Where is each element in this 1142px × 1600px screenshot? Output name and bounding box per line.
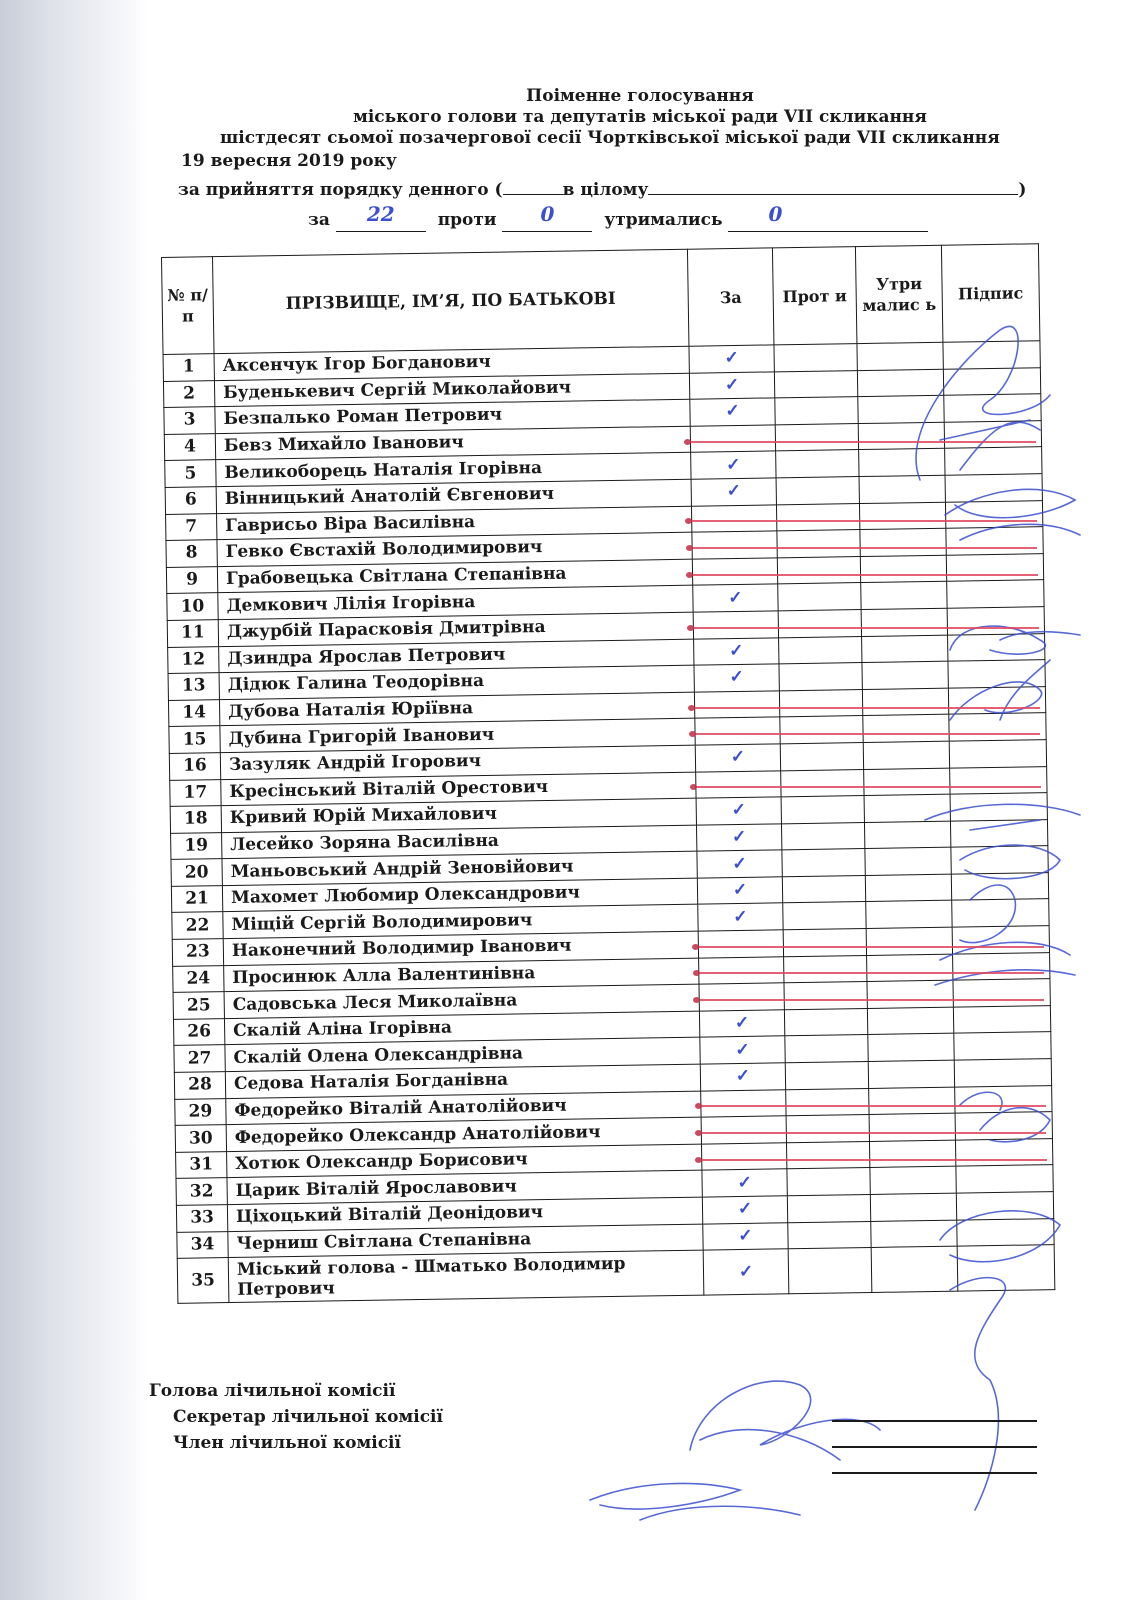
signature-cell <box>947 580 1044 608</box>
vote-against-cell <box>776 450 859 478</box>
vote-against-cell <box>783 929 866 957</box>
signature-cell <box>955 1138 1052 1166</box>
vote-abstain-cell <box>870 1167 956 1195</box>
vote-abstain-cell <box>867 1007 953 1035</box>
vote-against-cell <box>776 503 859 531</box>
commission-signature-2 <box>590 1483 800 1520</box>
vote-against-cell <box>780 742 863 770</box>
vote-for-cell: ✓ <box>696 797 781 825</box>
vote-for-cell: ✓ <box>698 903 783 931</box>
vote-against-cell <box>786 1141 869 1169</box>
vote-against-cell <box>782 875 865 903</box>
row-number: 9 <box>166 566 217 593</box>
vote-for-cell <box>701 1116 786 1144</box>
vote-abstain-cell <box>857 369 943 397</box>
roll-call-table <box>161 243 1055 1304</box>
count-abstain-handwritten: 0 <box>768 202 783 226</box>
row-number: 12 <box>168 646 219 673</box>
vote-abstain-cell <box>859 449 945 477</box>
motion-suffix: ) <box>1018 180 1027 200</box>
absent-strike-line <box>693 733 1040 735</box>
vote-abstain-cell <box>859 502 945 530</box>
vote-abstain-cell <box>868 1034 954 1062</box>
vote-for-cell: ✓ <box>696 824 781 852</box>
vote-for-cell <box>692 558 777 586</box>
signature-cell <box>954 1032 1051 1060</box>
vote-for-cell <box>694 691 779 719</box>
vote-for-cell: ✓ <box>699 1010 784 1038</box>
signature-cell <box>955 1085 1052 1113</box>
count-against-handwritten: 0 <box>540 202 555 226</box>
row-number: 22 <box>172 912 223 939</box>
absent-strike-line <box>697 972 1044 974</box>
vote-against-cell <box>781 796 864 824</box>
row-number: 1 <box>163 354 214 381</box>
absent-strike-line <box>690 574 1037 576</box>
signature-cell <box>947 607 1044 635</box>
row-number: 30 <box>175 1125 226 1152</box>
vote-for-cell: ✓ <box>689 345 774 373</box>
vote-against-cell <box>778 583 861 611</box>
member-name: Кресінський Віталій Орестович <box>221 772 696 806</box>
vote-against-cell <box>779 689 862 717</box>
table-header-row <box>162 244 1040 355</box>
vote-against-cell <box>775 397 858 425</box>
row-number: 26 <box>173 1018 224 1045</box>
row-number: 16 <box>169 753 220 780</box>
document-title: Поіменне голосування <box>526 86 754 106</box>
vote-for-cell <box>693 611 778 639</box>
signature-cell <box>953 952 1050 980</box>
vote-for-cell <box>701 1089 786 1117</box>
signature-cell <box>949 713 1046 741</box>
row-number: 8 <box>166 540 217 567</box>
vote-abstain-cell <box>861 582 947 610</box>
absent-strike-line <box>692 707 1039 709</box>
member-name: Дзиндра Ярослав Петрович <box>219 639 694 673</box>
count-for-label: за <box>308 210 330 230</box>
vote-abstain-cell <box>863 741 949 769</box>
commission-secretary-label: Секретар лічильної комісії <box>173 1407 443 1427</box>
row-number: 5 <box>165 460 216 487</box>
vote-against-cell <box>786 1115 869 1143</box>
row-number: 10 <box>167 593 218 620</box>
vote-against-cell <box>776 477 859 505</box>
vote-abstain-cell <box>870 1193 956 1221</box>
signature-cell <box>953 1005 1050 1033</box>
absent-strike-line <box>691 627 1038 629</box>
member-name: Хотюк Олександр Борисович <box>227 1144 702 1178</box>
motion-mid: в цілому <box>562 180 649 200</box>
vote-for-cell <box>695 717 780 745</box>
signature-cell <box>951 846 1048 874</box>
col-number: № п/п <box>162 257 215 355</box>
row-number: 21 <box>171 885 222 912</box>
absent-strike-line <box>697 999 1044 1001</box>
vote-for-cell: ✓ <box>703 1249 789 1295</box>
member-name: Буденькевич Сергій Миколайович <box>214 373 689 407</box>
vote-abstain-cell <box>866 927 952 955</box>
row-number: 4 <box>164 433 215 460</box>
vote-abstain-cell <box>867 980 953 1008</box>
signature-cell <box>956 1192 1053 1220</box>
vote-for-cell: ✓ <box>691 478 776 506</box>
signature-cell <box>945 500 1042 528</box>
vote-for-cell: ✓ <box>691 451 776 479</box>
document-subtitle-2: шістдесят сьомої позачергової сесії Чортківської міської ради VII скликання <box>220 128 1000 148</box>
vote-against-cell <box>774 344 857 372</box>
vote-for-cell: ✓ <box>697 850 782 878</box>
row-number: 25 <box>173 992 224 1019</box>
absent-strike-line <box>688 441 1035 443</box>
vote-for-cell <box>691 504 776 532</box>
member-name: Гевко Євстахій Володимирович <box>217 532 692 566</box>
row-number: 34 <box>177 1231 228 1258</box>
count-for-handwritten: 22 <box>366 202 395 226</box>
vote-abstain-cell <box>858 422 944 450</box>
vote-for-cell: ✓ <box>697 877 782 905</box>
signature-cell <box>948 633 1045 661</box>
signature-cell <box>949 740 1046 768</box>
signature-cell <box>951 873 1048 901</box>
signature-cell <box>950 766 1047 794</box>
vote-abstain-cell <box>864 768 950 796</box>
absent-strike-line <box>699 1159 1046 1161</box>
vote-for-cell: ✓ <box>689 371 774 399</box>
col-for: За <box>687 248 774 346</box>
vote-abstain-cell <box>858 395 944 423</box>
commission-member-label: Член лічильної комісії <box>173 1433 401 1453</box>
vote-abstain-cell <box>864 821 950 849</box>
vote-abstain-cell <box>866 901 952 929</box>
signature-cell <box>956 1165 1053 1193</box>
vote-abstain-cell <box>865 874 951 902</box>
row-number: 15 <box>169 726 220 753</box>
member-name: Скалій Олена Олександрівна <box>225 1038 700 1072</box>
vote-for-cell: ✓ <box>700 1063 785 1091</box>
vote-abstain-cell <box>871 1220 957 1248</box>
vote-against-cell <box>775 423 858 451</box>
vote-for-cell: ✓ <box>700 1036 785 1064</box>
member-name: Наконечний Володимир Іванович <box>223 931 698 965</box>
vote-abstain-cell <box>862 688 948 716</box>
vote-for-cell: ✓ <box>694 637 779 665</box>
vote-against-cell <box>777 556 860 584</box>
row-number: 24 <box>173 965 224 992</box>
vote-against-cell <box>788 1248 872 1294</box>
absent-strike-line <box>699 1132 1046 1134</box>
row-number: 20 <box>171 859 222 886</box>
member-name: Міський голова - Шматько Володимир Петрович <box>228 1250 704 1302</box>
vote-abstain-cell <box>868 1060 954 1088</box>
vote-against-cell <box>788 1221 871 1249</box>
member-name: Маньовський Андрій Зеновійович <box>222 851 697 885</box>
row-number: 14 <box>168 699 219 726</box>
member-name: Федорейко Віталій Анатолійович <box>226 1091 701 1125</box>
member-name: Аксенчук Ігор Богданович <box>214 346 689 380</box>
vote-abstain-cell <box>863 714 949 742</box>
vote-against-cell <box>784 982 867 1010</box>
chair-signature-line <box>832 1420 1037 1422</box>
vote-count-line <box>308 202 928 232</box>
vote-abstain-cell <box>862 635 948 663</box>
vote-abstain-cell <box>865 847 951 875</box>
scan-shadow-edge <box>0 0 150 1600</box>
signature-cell <box>952 899 1049 927</box>
vote-for-cell <box>690 425 775 453</box>
row-number: 2 <box>163 380 214 407</box>
member-name: Великоборець Наталія Ігорівна <box>216 453 691 487</box>
absent-strike-line <box>694 786 1041 788</box>
col-against: Прот и <box>772 247 857 345</box>
document-subtitle-1: міського голови та депутатів міської ради VII скликання <box>353 107 927 127</box>
vote-against-cell <box>779 636 862 664</box>
absent-strike-line <box>689 520 1036 522</box>
signature-cell <box>957 1218 1054 1246</box>
row-number: 32 <box>176 1178 227 1205</box>
row-number: 31 <box>176 1151 227 1178</box>
member-name: Дубова Наталія Юріївна <box>219 692 694 726</box>
signature-cell <box>953 979 1050 1007</box>
member-name: Зазуляк Андрій Ігорович <box>220 745 695 779</box>
absent-strike-line <box>699 1105 1046 1107</box>
vote-against-cell <box>782 849 865 877</box>
member-name: Черниш Світлана Степанівна <box>228 1224 703 1258</box>
member-name: Бевз Михайло Іванович <box>215 426 690 460</box>
signature-cell <box>952 926 1049 954</box>
row-number: 29 <box>175 1098 226 1125</box>
col-signature: Підпис <box>941 244 1040 343</box>
col-abstain: Утри малис ь <box>855 245 943 343</box>
vote-for-cell <box>699 956 784 984</box>
vote-for-cell: ✓ <box>702 1196 787 1224</box>
vote-against-cell <box>783 902 866 930</box>
vote-abstain-cell <box>861 608 947 636</box>
vote-abstain-cell <box>860 555 946 583</box>
member-name: Демкович Лілія Ігорівна <box>218 586 693 620</box>
signature-cell <box>954 1059 1051 1087</box>
vote-abstain-cell <box>862 661 948 689</box>
vote-for-cell <box>692 531 777 559</box>
member-name: Кривий Юрій Михайлович <box>221 798 696 832</box>
signature-cell <box>950 819 1047 847</box>
vote-abstain-cell <box>869 1140 955 1168</box>
vote-for-cell: ✓ <box>694 664 779 692</box>
member-name: Дідюк Галина Теодорівна <box>219 665 694 699</box>
vote-against-cell <box>785 1035 868 1063</box>
row-number: 3 <box>164 407 215 434</box>
vote-abstain-cell <box>867 954 953 982</box>
member-name: Седова Наталія Богданівна <box>225 1064 700 1098</box>
member-name: Царик Віталій Ярославович <box>227 1171 702 1205</box>
count-abstain-label: утримались <box>604 210 723 230</box>
row-number: 19 <box>171 832 222 859</box>
session-date: 19 вересня 2019 року <box>181 151 397 171</box>
row-number: 27 <box>174 1045 225 1072</box>
vote-against-cell <box>787 1194 870 1222</box>
vote-for-cell: ✓ <box>690 398 775 426</box>
signature-cell <box>945 474 1042 502</box>
signature-cell <box>945 447 1042 475</box>
vote-abstain-cell <box>857 342 943 370</box>
vote-for-cell: ✓ <box>703 1222 788 1250</box>
member-name: Махомет Любомир Олександрович <box>222 878 697 912</box>
vote-for-cell: ✓ <box>695 744 780 772</box>
vote-abstain-cell <box>869 1113 955 1141</box>
signature-cell <box>948 686 1045 714</box>
absent-strike-line <box>696 946 1043 948</box>
motion-line <box>178 180 1026 201</box>
member-name: Лесейко Зоряна Василівна <box>222 825 697 859</box>
commission-chair-label: Голова лічильної комісії <box>149 1381 396 1401</box>
signature-cell <box>950 793 1047 821</box>
vote-abstain-cell <box>869 1087 955 1115</box>
motion-prefix: за прийняття порядку денного ( <box>178 180 503 200</box>
member-name: Дубина Григорій Іванович <box>220 718 695 752</box>
signature-cell <box>946 527 1043 555</box>
member-name: Безпалько Роман Петрович <box>215 399 690 433</box>
member-name: Джурбій Парасковія Дмитрівна <box>218 612 693 646</box>
member-name: Просинюк Алла Валентинівна <box>224 958 699 992</box>
signature-cell <box>944 420 1041 448</box>
row-number: 28 <box>174 1072 225 1099</box>
member-name: Ціхоцький Віталій Деонідович <box>227 1197 702 1231</box>
row-number: 18 <box>170 806 221 833</box>
vote-for-cell <box>699 983 784 1011</box>
vote-against-cell <box>774 370 857 398</box>
vote-against-cell <box>786 1088 869 1116</box>
member-name: Гаврисьо Віра Василівна <box>217 506 692 540</box>
vote-for-cell <box>698 930 783 958</box>
signature-cell <box>955 1112 1052 1140</box>
member-signature-line <box>832 1472 1037 1474</box>
vote-against-cell <box>779 663 862 691</box>
row-number: 17 <box>170 779 221 806</box>
vote-against-cell <box>778 609 861 637</box>
member-name: Вінницький Анатолій Євгенович <box>216 479 691 513</box>
vote-against-cell <box>784 1008 867 1036</box>
signature-cell <box>943 341 1040 369</box>
member-name: Федорейко Олександр Анатолійович <box>226 1117 701 1151</box>
signature-cell <box>943 367 1040 395</box>
signature-cell <box>948 660 1045 688</box>
absent-strike-line <box>690 547 1037 549</box>
member-name: Міщій Сергій Володимирович <box>223 905 698 939</box>
count-against-label: проти <box>437 210 497 230</box>
vote-abstain-cell <box>859 475 945 503</box>
vote-for-cell: ✓ <box>702 1169 787 1197</box>
row-number: 13 <box>168 673 219 700</box>
vote-against-cell <box>777 530 860 558</box>
vote-against-cell <box>781 769 864 797</box>
row-number: 6 <box>165 487 216 514</box>
vote-against-cell <box>781 822 864 850</box>
row-number: 35 <box>177 1258 229 1304</box>
row-number: 11 <box>167 620 218 647</box>
signature-cell <box>957 1245 1055 1292</box>
vote-abstain-cell <box>860 528 946 556</box>
vote-for-cell <box>701 1143 786 1171</box>
row-number: 7 <box>166 513 217 540</box>
signature-cell <box>946 553 1043 581</box>
col-name: ПРІЗВИЩЕ, ІМ’Я, ПО БАТЬКОВІ <box>213 249 689 353</box>
row-number: 33 <box>176 1205 227 1232</box>
vote-against-cell <box>784 955 867 983</box>
vote-abstain-cell <box>864 794 950 822</box>
vote-for-cell <box>696 770 781 798</box>
vote-for-cell: ✓ <box>693 584 778 612</box>
vote-against-cell <box>787 1168 870 1196</box>
vote-against-cell <box>780 716 863 744</box>
row-number: 23 <box>172 939 223 966</box>
member-name: Скалій Аліна Ігорівна <box>224 1011 699 1045</box>
member-name: Садовська Леся Миколаївна <box>224 984 699 1018</box>
secretary-signature-line <box>832 1446 1037 1448</box>
member-name: Грабовецька Світлана Степанівна <box>217 559 692 593</box>
vote-against-cell <box>785 1062 868 1090</box>
signature-cell <box>944 394 1041 422</box>
vote-abstain-cell <box>871 1246 958 1292</box>
